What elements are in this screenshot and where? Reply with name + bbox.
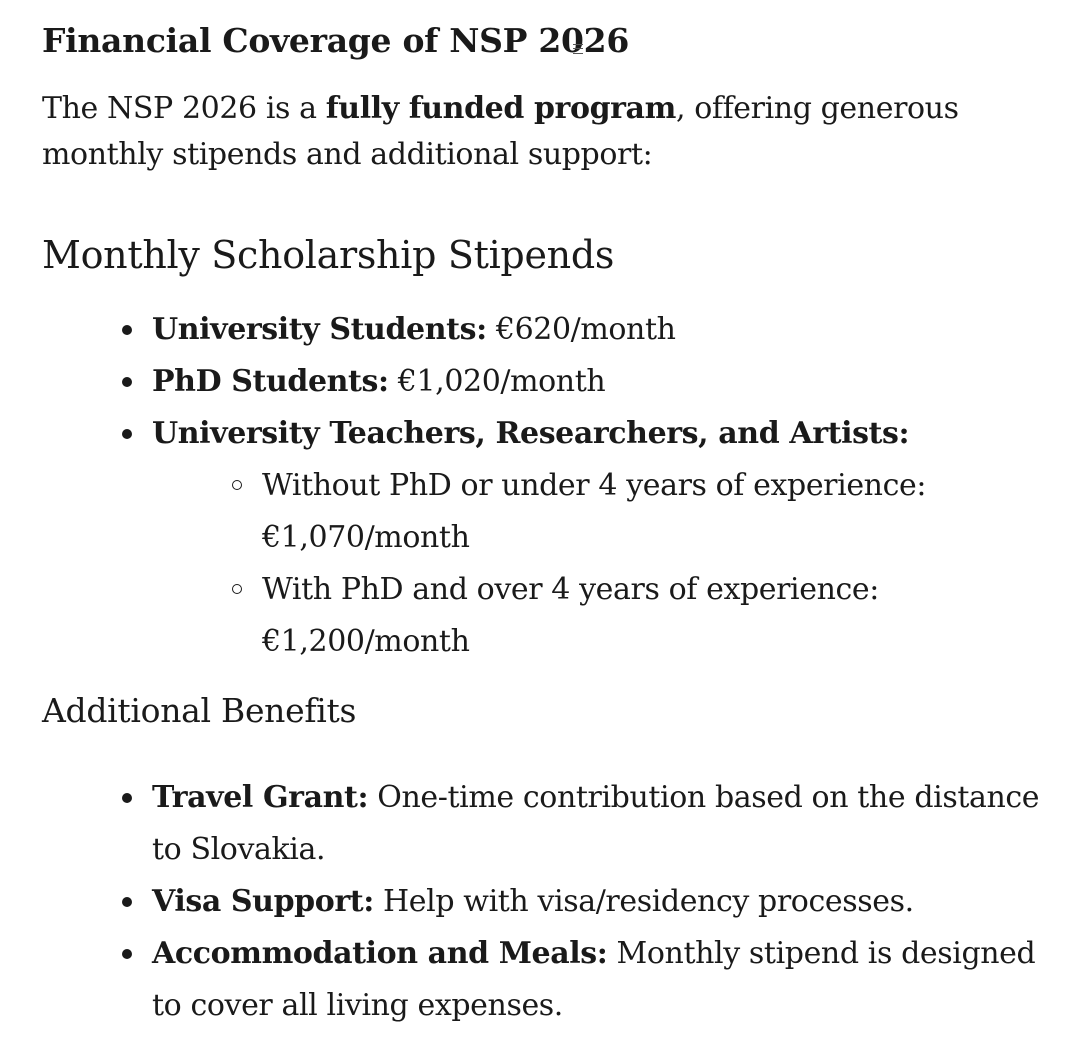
hollow-bullet-icon [232, 584, 242, 594]
bullet-icon [122, 325, 132, 335]
list-item [42, 876, 1052, 928]
item-label: Travel Grant: [152, 780, 369, 815]
item-label: Accommodation and Meals: [152, 936, 608, 971]
list-item [42, 304, 1052, 356]
hollow-bullet-icon [232, 480, 242, 490]
item-value: One-time contribution based on the distance to Slovakia. [152, 780, 1040, 867]
subitem-text: With PhD and over 4 years of experience: [262, 572, 879, 607]
item-value: €1,020/month [388, 364, 606, 399]
bullet-icon [122, 429, 132, 439]
intro-bold-text: fully funded program [325, 91, 676, 126]
sublist-item [152, 460, 1052, 564]
subitem-text: Without PhD or under 4 years of experience: [262, 468, 927, 503]
text-cursor-icon [573, 44, 583, 54]
subitem-value: €1,070/month [262, 520, 470, 555]
item-value: €620/month [486, 312, 676, 347]
sublist-item [152, 564, 1052, 668]
list-item [42, 356, 1052, 408]
bullet-icon [122, 793, 132, 803]
stipends-list [42, 304, 1052, 668]
list-item [42, 928, 1052, 1032]
article-content [42, 18, 1052, 1032]
teachers-sublist [152, 460, 1052, 668]
item-value: Monthly stipend is designed to cover all living expenses. [152, 936, 1036, 1023]
item-value: Help with visa/residency processes. [373, 884, 914, 919]
intro-text-after: , offering generous monthly stipends and additional support: [42, 91, 959, 172]
bullet-icon [122, 377, 132, 387]
bullet-icon [122, 949, 132, 959]
item-label: Visa Support: [152, 884, 374, 919]
bullet-icon [122, 897, 132, 907]
item-label: PhD Students: [152, 364, 389, 399]
subitem-value: €1,200/month [262, 624, 470, 659]
item-label: University Students: [152, 312, 487, 347]
list-item [42, 772, 1052, 876]
intro-paragraph [42, 86, 1052, 178]
benefits-list [42, 772, 1052, 1032]
page-title: Financial Coverage of NSP 2026 [42, 21, 629, 60]
benefits-heading: Additional Benefits [42, 691, 357, 730]
stipends-heading: Monthly Scholarship Stipends [42, 233, 615, 277]
intro-text-before: The NSP 2026 is a [42, 91, 326, 126]
item-label: University Teachers, Researchers, and Artists: [152, 416, 910, 451]
list-item [42, 408, 1052, 668]
